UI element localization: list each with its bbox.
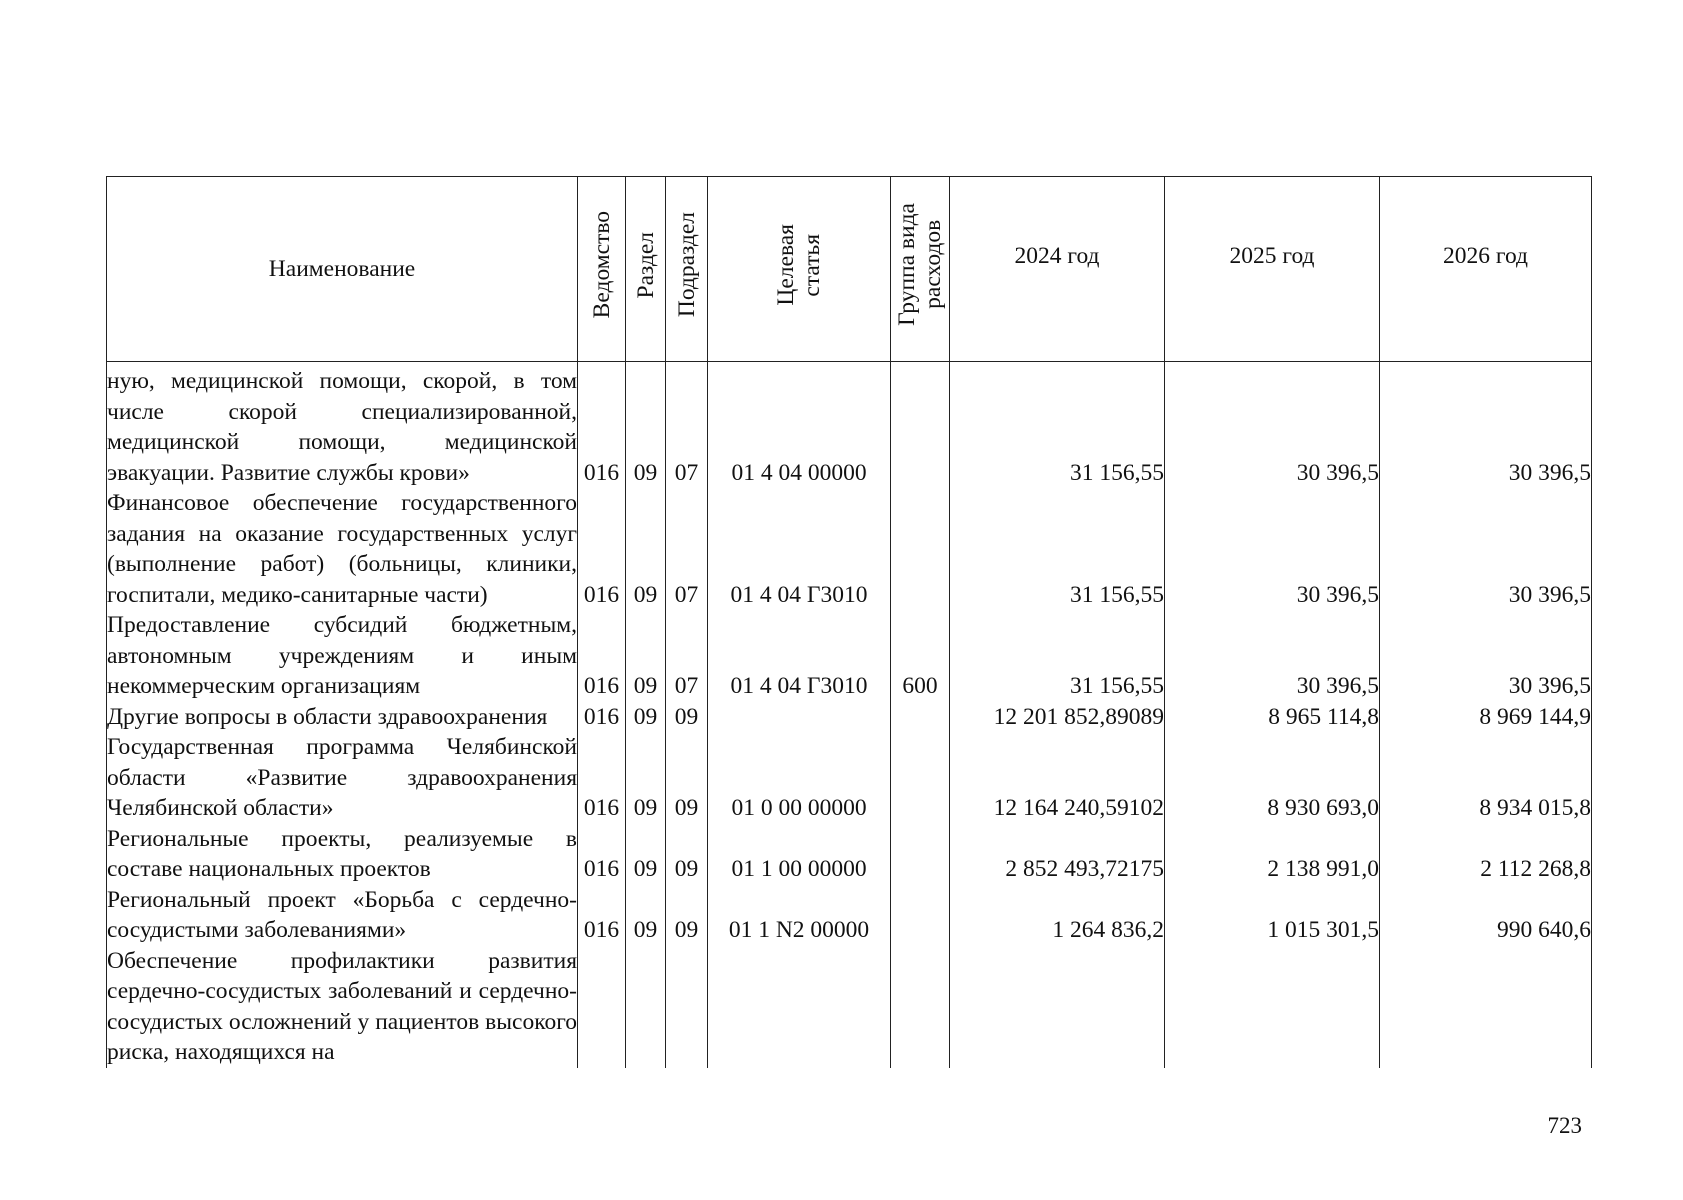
row-name: ную, медицинской помощи, скорой, в том числе скорой специализированной, медицинской помощи, медицинской эвакуации. Развитие службы крови» bbox=[107, 366, 578, 488]
row-section: 09 bbox=[626, 885, 666, 946]
row-section: 09 bbox=[626, 366, 666, 488]
row-2024: 31 156,55 bbox=[950, 366, 1165, 488]
row-subsection: 09 bbox=[666, 732, 708, 824]
row-2025: 30 396,5 bbox=[1165, 488, 1380, 610]
row-dept: 016 bbox=[578, 610, 626, 702]
row-expense-type bbox=[891, 366, 950, 488]
row-target: 01 4 04 Г3010 bbox=[708, 610, 891, 702]
row-2025: 8 965 114,8 bbox=[1165, 702, 1380, 733]
row-section: 09 bbox=[626, 824, 666, 885]
row-2024: 2 852 493,72175 bbox=[950, 824, 1165, 885]
table-row bbox=[107, 488, 1592, 610]
row-name: Государственная программа Челябинской области «Развитие здравоохранения Челябинской области» bbox=[107, 732, 578, 824]
row-2026: 990 640,6 bbox=[1380, 885, 1592, 946]
row-subsection: 07 bbox=[666, 366, 708, 488]
row-dept bbox=[578, 946, 626, 1068]
row-section: 09 bbox=[626, 610, 666, 702]
row-target: 01 1 N2 00000 bbox=[708, 885, 891, 946]
row-expense-type bbox=[891, 824, 950, 885]
table-row bbox=[107, 946, 1592, 1068]
row-target: 01 4 04 00000 bbox=[708, 366, 891, 488]
header-name: Наименование bbox=[107, 177, 578, 362]
table-row bbox=[107, 732, 1592, 824]
row-dept: 016 bbox=[578, 366, 626, 488]
header-section: Раздел bbox=[626, 177, 666, 362]
row-2026 bbox=[1380, 946, 1592, 1068]
row-2024: 1 264 836,2 bbox=[950, 885, 1165, 946]
row-dept: 016 bbox=[578, 824, 626, 885]
row-name: Другие вопросы в области здравоохранения bbox=[107, 702, 578, 733]
row-subsection: 07 bbox=[666, 488, 708, 610]
row-name: Региональные проекты, реализуемые в составе национальных проектов bbox=[107, 824, 578, 885]
row-subsection: 09 bbox=[666, 885, 708, 946]
row-2026: 8 934 015,8 bbox=[1380, 732, 1592, 824]
row-target bbox=[708, 702, 891, 733]
row-subsection bbox=[666, 946, 708, 1068]
row-section: 09 bbox=[626, 732, 666, 824]
row-2025: 30 396,5 bbox=[1165, 610, 1380, 702]
row-2024: 31 156,55 bbox=[950, 610, 1165, 702]
row-section bbox=[626, 946, 666, 1068]
row-name: Предоставление субсидий бюджетным, автономным учреждениям и иным некоммерческим организациям bbox=[107, 610, 578, 702]
row-subsection: 09 bbox=[666, 702, 708, 733]
page-number: 723 bbox=[1547, 1113, 1582, 1138]
row-section: 09 bbox=[626, 488, 666, 610]
row-subsection: 07 bbox=[666, 610, 708, 702]
row-name: Финансовое обеспечение государственного задания на оказание государственных услуг (выполнение работ) (больницы, клиники, госпитали, медико-санитарные части) bbox=[107, 488, 578, 610]
header-2026: 2026 год bbox=[1380, 177, 1592, 362]
row-dept: 016 bbox=[578, 732, 626, 824]
header-subsection: Подраздел bbox=[666, 177, 708, 362]
row-subsection: 09 bbox=[666, 824, 708, 885]
row-expense-type bbox=[891, 946, 950, 1068]
row-2025: 2 138 991,0 bbox=[1165, 824, 1380, 885]
row-expense-type bbox=[891, 702, 950, 733]
row-section: 09 bbox=[626, 702, 666, 733]
row-expense-type: 600 bbox=[891, 610, 950, 702]
table-header-row bbox=[107, 177, 1592, 362]
row-target: 01 4 04 Г3010 bbox=[708, 488, 891, 610]
table-row bbox=[107, 366, 1592, 488]
header-2024: 2024 год bbox=[950, 177, 1165, 362]
row-2026: 30 396,5 bbox=[1380, 610, 1592, 702]
header-2025: 2025 год bbox=[1165, 177, 1380, 362]
table-row bbox=[107, 610, 1592, 702]
row-dept: 016 bbox=[578, 885, 626, 946]
row-dept: 016 bbox=[578, 488, 626, 610]
header-dept: Ведомство bbox=[578, 177, 626, 362]
row-2024: 31 156,55 bbox=[950, 488, 1165, 610]
row-2026: 30 396,5 bbox=[1380, 366, 1592, 488]
table-row bbox=[107, 885, 1592, 946]
row-2024: 12 201 852,89089 bbox=[950, 702, 1165, 733]
row-2025: 1 015 301,5 bbox=[1165, 885, 1380, 946]
row-name: Обеспечение профилактики развития сердечно-сосудистых заболеваний и сердечно-сосудистых осложнений у пациентов высокого риска, находящихся на bbox=[107, 946, 578, 1068]
row-expense-type bbox=[891, 488, 950, 610]
row-2024 bbox=[950, 946, 1165, 1068]
row-target: 01 0 00 00000 bbox=[708, 732, 891, 824]
row-target bbox=[708, 946, 891, 1068]
header-target: Целевая статья bbox=[708, 177, 891, 362]
row-2025: 8 930 693,0 bbox=[1165, 732, 1380, 824]
row-expense-type bbox=[891, 732, 950, 824]
row-2025: 30 396,5 bbox=[1165, 366, 1380, 488]
table-row bbox=[107, 824, 1592, 885]
header-expense-type: Группа вида расходов bbox=[891, 177, 950, 362]
row-2024: 12 164 240,59102 bbox=[950, 732, 1165, 824]
row-2025 bbox=[1165, 946, 1380, 1068]
row-expense-type bbox=[891, 885, 950, 946]
row-2026: 30 396,5 bbox=[1380, 488, 1592, 610]
row-name: Региональный проект «Борьба с сердечно-сосудистыми заболеваниями» bbox=[107, 885, 578, 946]
row-2026: 8 969 144,9 bbox=[1380, 702, 1592, 733]
table-row bbox=[107, 702, 1592, 733]
row-target: 01 1 00 00000 bbox=[708, 824, 891, 885]
budget-table bbox=[106, 176, 1592, 1068]
row-dept: 016 bbox=[578, 702, 626, 733]
row-2026: 2 112 268,8 bbox=[1380, 824, 1592, 885]
